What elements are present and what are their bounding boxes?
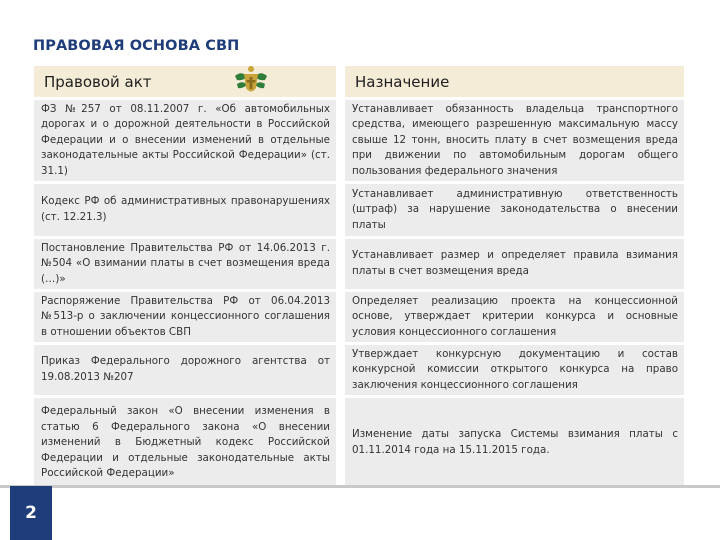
act-text: Федеральный закон «О внесении изменения в статью 6 Федерального закона «О внесении изменений в Бюджетный кодекс Российской Федерации и отдельные законодательные акты Российской Федерации»: [41, 405, 330, 480]
purpose-text: Устанавливает административную ответственность (штраф) за нарушение законодательства о внесении платы: [352, 187, 678, 231]
table-header-row: [34, 66, 684, 97]
header-cell-act: [34, 66, 336, 97]
slide-title: ПРАВОВАЯ ОСНОВА СВП: [33, 38, 240, 54]
purpose-text: Устанавливает размер и определяет правила взимания платы в счет возмещения вреда: [352, 249, 678, 277]
act-text: ФЗ №257 от 08.11.2007 г. «Об автомобильных дорогах и о дорожной деятельности в Российской Федерации и о внесении изменений в отдельные законодательные акты Российской Федерации» (ст. 31.1): [41, 102, 330, 177]
act-cell: [34, 184, 336, 236]
purpose-cell: [345, 398, 684, 488]
table-row: [34, 239, 684, 289]
purpose-text: Изменение даты запуска Системы взимания платы с 01.11.2014 года на 15.11.2015 года.: [352, 428, 678, 456]
act-cell: [34, 398, 336, 488]
act-cell: [34, 100, 336, 181]
purpose-text: Утверждает конкурсную документацию и состав конкурсной комиссии открытого конкурса на право заключения концессионного соглашения: [352, 347, 678, 391]
purpose-cell: [345, 292, 684, 342]
purpose-cell: [345, 100, 684, 181]
footer-divider: [0, 485, 720, 488]
act-text: Приказ Федерального дорожного агентства от 19.08.2013 №207: [41, 355, 330, 383]
act-cell: [34, 345, 336, 395]
page-number-badge: 2: [10, 486, 52, 540]
table-row: [34, 292, 684, 342]
purpose-text: Устанавливает обязанность владельца транспортного средства, имеющего разрешенную максимальную массу свыше 12 тонн, вносить плату в счет возмещения вреда при движении по автомобильным дорогам общего пользования федерального значения: [352, 102, 678, 177]
table-row: [34, 184, 684, 236]
act-text: Распоряжение Правительства РФ от 06.04.2013 №513-р о заключении концессионного соглашения в отношении объектов СВП: [41, 294, 330, 338]
act-cell: [34, 239, 336, 289]
table-row: [34, 100, 684, 181]
table-row: [34, 345, 684, 395]
road-agency-emblem-icon: [233, 64, 269, 98]
header-label-purpose: Назначение: [355, 72, 450, 91]
purpose-cell: [345, 345, 684, 395]
purpose-text: Определяет реализацию проекта на концессионной основе, утверждает критерии конкурса и основные условия концессионного соглашения: [352, 294, 678, 338]
act-text: Кодекс РФ об административных правонарушениях (ст. 12.21.3): [41, 195, 330, 223]
header-cell-purpose: [345, 66, 684, 97]
purpose-cell: [345, 184, 684, 236]
act-cell: [34, 292, 336, 342]
act-text: Постановление Правительства РФ от 14.06.2013 г. №504 «О взимании платы в счет возмещения вреда (…)»: [41, 241, 330, 285]
legal-basis-table: [34, 66, 684, 488]
table-row: [34, 398, 684, 488]
purpose-cell: [345, 239, 684, 289]
header-label-act: Правовой акт: [44, 72, 152, 91]
